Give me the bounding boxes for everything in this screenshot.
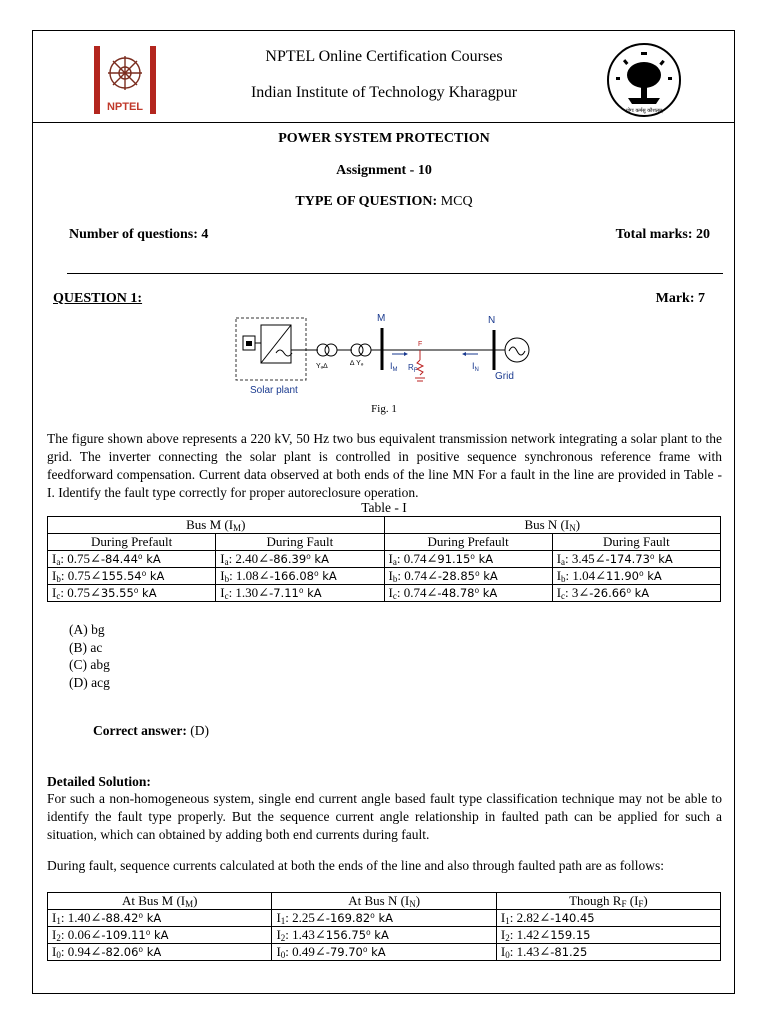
table-1-bus-n-header: Bus N $(I_N)$ — [384, 517, 720, 534]
bus-m-label: M — [377, 313, 386, 324]
question-type-label: TYPE OF QUESTION: — [295, 194, 438, 209]
figure-caption: Fig. 1 — [371, 403, 397, 415]
correct-answer-label: Correct answer: — [93, 723, 187, 738]
number-of-questions: Number of questions: 4 — [69, 227, 209, 242]
svg-text:योगः कर्मसु कौशलम्: योगः कर्मसु कौशलम् — [625, 108, 663, 114]
table-1-subheader: During Fault — [552, 534, 720, 551]
table-cell: $I_c$: 0.74∠-48.78⁰ kA — [384, 585, 552, 602]
option-c: (C) abg — [69, 657, 110, 672]
header-line-1: NPTEL Online Certification Courses — [265, 48, 503, 65]
table-cell: $I_b$: 1.08∠-166.08⁰ kA — [216, 568, 384, 585]
table-row — [48, 944, 721, 961]
table-row — [48, 927, 721, 944]
table-row — [48, 585, 721, 602]
correct-answer-value: (D) — [190, 723, 209, 738]
table-cell: $I_1$: 2.82∠-140.45 — [496, 910, 720, 927]
table-cell: $I_2$: 0.06∠-109.11⁰ kA — [48, 927, 272, 944]
svg-text:RF: $R_F$ — [408, 363, 418, 374]
table-cell: $I_a$: 0.75∠-84.44⁰ kA — [48, 551, 216, 568]
table-cell: $I_1$: 2.25∠-169.82⁰ kA — [272, 910, 496, 927]
table-cell: $I_c$: 1.30∠-7.11⁰ kA — [216, 585, 384, 602]
question-type-value: MCQ — [440, 194, 473, 209]
table-cell: $I_b$: 0.75∠155.54⁰ kA — [48, 568, 216, 585]
table-cell: $I_0$: 0.49∠-79.70⁰ kA — [272, 944, 496, 961]
svg-text:IN: $I_N$ — [472, 361, 479, 373]
table-1-subheader: During Prefault — [384, 534, 552, 551]
option-b: (B) ac — [69, 639, 103, 655]
table-1-title: Table - I — [361, 500, 407, 515]
table-2-header: Though $R_F$ $(I_F)$ — [496, 893, 720, 910]
assignment-number: Assignment - 10 — [336, 163, 432, 178]
table-2-header: At Bus M $(I_M)$ — [48, 893, 272, 910]
total-marks: Total marks: 20 — [615, 227, 710, 242]
table-cell: $I_a$: 2.40∠-86.39⁰ kA — [216, 551, 384, 568]
table-cell: $I_1$: 1.40∠-88.42⁰ kA — [48, 910, 272, 927]
table-cell: $I_a$: 0.74∠91.15⁰ kA — [384, 551, 552, 568]
solar-plant-label: Solar plant — [250, 385, 298, 396]
table-2 — [47, 892, 721, 961]
svg-text:IM: $I_M$ — [390, 361, 398, 373]
grid-label: Grid — [495, 371, 514, 382]
svg-text:NPTEL: NPTEL — [106, 101, 144, 113]
table-cell: $I_a$: 3.45∠-174.73⁰ kA — [552, 551, 720, 568]
tx1-label: Yₔ∆ — [316, 363, 328, 370]
tx2-label: ∆ Yₔ — [350, 360, 364, 367]
bus-n-label: N — [488, 315, 496, 326]
table-1-subheader: During Fault — [216, 534, 384, 551]
option-d: (D) acg — [69, 674, 110, 690]
table-1-bus-m-header: Bus M $(I_M)$ — [48, 517, 385, 534]
correct-answer — [93, 722, 209, 740]
figure-1 — [232, 308, 538, 400]
header-rule — [32, 122, 735, 123]
question-mark: Mark: 7 — [655, 291, 705, 306]
table-cell: $I_b$: 0.74∠-28.85⁰ kA — [384, 568, 552, 585]
header-line-2: Indian Institute of Technology Kharagpur — [250, 84, 518, 101]
table-row — [48, 910, 721, 927]
question-text: The figure shown above represents a 220 kV, 50 Hz two bus equivalent transmission network integrating a solar plant to the grid. The inverter connecting the solar plant is controlled in positive sequence synchronous reference frame with feedforward compensation. Current data observed at both ends of the line MN For a fault in the line are provided in Table - I. Identify the fault type correctly for proper autoreclosure operation. — [47, 431, 722, 500]
table-cell: $I_2$: 1.42∠159.15 — [496, 927, 720, 944]
table-cell: $I_2$: 1.43∠156.75⁰ kA — [272, 927, 496, 944]
table-row — [48, 568, 721, 585]
table-cell: $I_0$: 0.94∠-82.06⁰ kA — [48, 944, 272, 961]
table-1 — [47, 516, 721, 602]
solution-paragraph-2: During fault, sequence currents calculated at both the ends of the line and also through faulted path are as follows: — [47, 858, 665, 873]
solution-paragraph-1: For such a non-homogeneous system, single end current angle based fault type classification technique may not be able to identify the fault type properly. But the sequence current angle relationship in faulted path can be applied for such a situation, which can obtained by adding both end currents during fault. — [47, 791, 722, 842]
solution-title: Detailed Solution: — [47, 774, 151, 789]
fault-label: F — [418, 341, 423, 348]
option-a: (A) bg — [69, 622, 105, 637]
table-cell: $I_c$: 0.75∠35.55⁰ kA — [48, 585, 216, 602]
table-1-subheader: During Prefault — [48, 534, 216, 551]
question-type — [0, 194, 768, 210]
table-row — [48, 551, 721, 568]
question-label: QUESTION 1: — [53, 291, 143, 306]
table-cell: $I_0$: 1.43∠-81.25 — [496, 944, 720, 961]
course-title: POWER SYSTEM PROTECTION — [278, 131, 490, 146]
table-2-header: At Bus N $(I_N)$ — [272, 893, 496, 910]
answer-options — [69, 622, 110, 692]
section-rule — [67, 273, 723, 274]
table-cell: $I_b$: 1.04∠11.90⁰ kA — [552, 568, 720, 585]
table-cell: $I_c$: 3∠-26.66⁰ kA — [552, 585, 720, 602]
